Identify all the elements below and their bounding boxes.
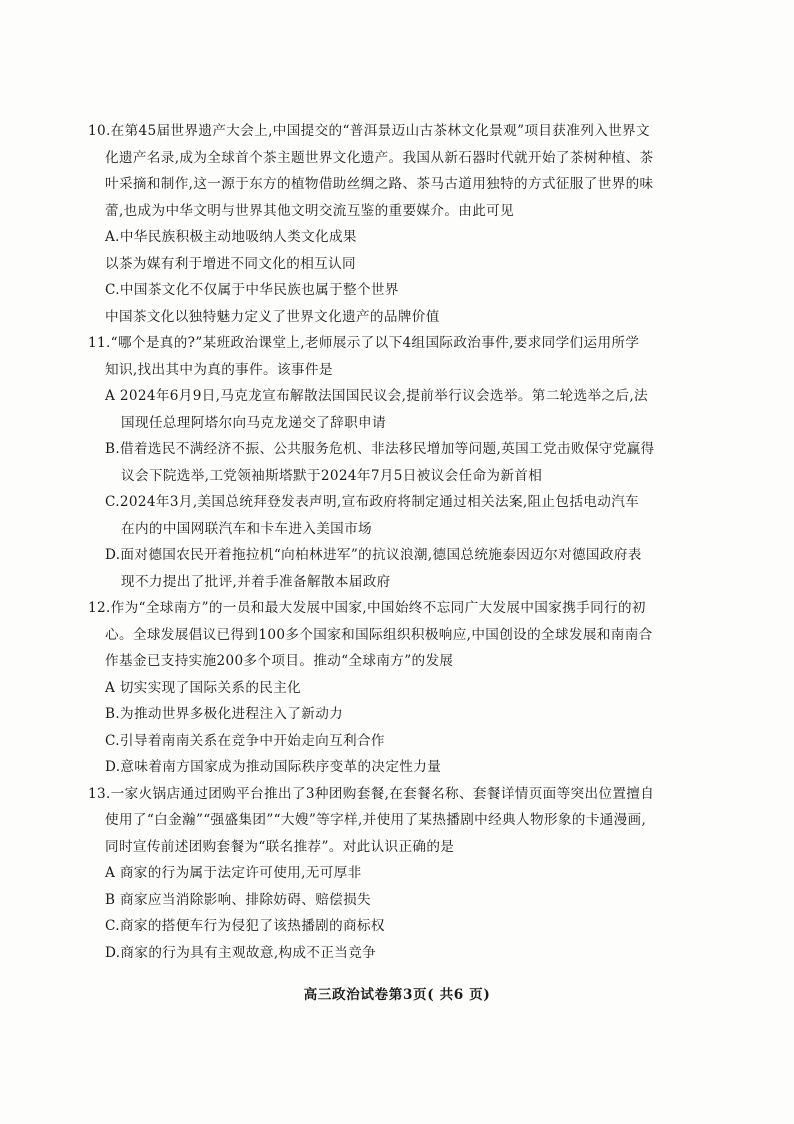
option-line: A 商家的行为属于法定许可使用,无可厚非 xyxy=(105,865,362,881)
option-line: A.中华民族积极主动地吸纳人类文化成果 xyxy=(105,229,357,245)
option-line: 国现任总理阿塔尔向马克龙递交了辞职申请 xyxy=(121,414,386,431)
option-line: D.意味着南方国家成为推动国际秩序变革的决定性力量 xyxy=(105,759,442,775)
page-footer: 高三政治试卷第3页( 共6 页) xyxy=(303,987,491,1003)
option-line: 中国茶文化以独特魅力定义了世界文化遗产的品牌价值 xyxy=(105,308,440,325)
option-line: C.中国茶文化不仅属于中华民族也属于整个世界 xyxy=(105,282,399,298)
question-stem-line: 知识,找出其中为真的事件。该事件是 xyxy=(105,361,333,378)
option-line: 现不力提出了批评,并着手准备解散本届政府 xyxy=(121,573,391,590)
option-line: C.商家的搭便车行为侵犯了该热播剧的商标权 xyxy=(105,918,385,934)
question-stem-line: 使用了“白金瀚”“强盛集团”“大嫂”等字样,并使用了某热播剧中经典人物形象的卡通漫画, xyxy=(105,812,647,828)
option-line: A 2024年6月9日,马克龙宣布解散法国国民议会,提前举行议会选举。第二轮选举之后,法 xyxy=(105,388,648,404)
option-line: A 切实实现了国际关系的民主化 xyxy=(105,679,302,696)
question-stem-line: 心。全球发展倡议已得到100多个国家和国际组织积极响应,中国创设的全球发展和南南合 xyxy=(105,626,653,643)
option-line: C.引导着南南关系在竞争中开始走向互利合作 xyxy=(105,732,385,749)
option-line: C.2024年3月,美国总统拜登发表声明,宣布政府将制定通过相关法案,阻止包括电动汽车 xyxy=(105,494,640,510)
question-list xyxy=(88,118,728,966)
question-stem-line: 11.“哪个是真的?”某班政治课堂上,老师展示了以下4组国际政治事件,要求同学们运用所学 xyxy=(88,335,640,351)
option-line: B 商家应当消除影响、排除妨碍、赔偿损失 xyxy=(105,891,371,908)
question-stem-line: 叶采摘和制作,这一源于东方的植物借助丝绸之路、茶马古道用独特的方式征服了世界的味 xyxy=(105,176,654,192)
question-11 xyxy=(88,330,728,595)
question-stem-line: 13.一家火锅店通过团购平台推出了3种团购套餐,在套餐名称、套餐详情页面等突出位置擅自 xyxy=(88,785,655,802)
question-stem-line: 作基金已支持实施200多个项目。推动“全球南方”的发展 xyxy=(105,653,454,669)
option-line: B.为推动世界多极化进程注入了新动力 xyxy=(105,706,344,722)
question-stem-line: 同时宣传前述团购套餐为“联名推荐”。对此认识正确的是 xyxy=(105,838,455,855)
option-line: B.借着选民不满经济不振、公共服务危机、非法移民增加等问题,英国工党击败保守党赢得 xyxy=(105,441,655,457)
question-stem-line: 10.在第45届世界遗产大会上,中国提交的“普洱景迈山古茶林文化景观”项目获准列入世界文 xyxy=(88,123,650,139)
question-stem-line: 蕾,也成为中华文明与世界其他文明交流互鉴的重要媒介。由此可见 xyxy=(105,202,515,219)
option-line: 在内的中国网联汽车和卡车进入美国市场 xyxy=(121,520,372,537)
question-10 xyxy=(88,118,728,330)
question-13 xyxy=(88,781,728,967)
option-line: D.商家的行为具有主观故意,构成不正当竞争 xyxy=(105,944,377,961)
option-line: 议会下院选举,工党领袖斯塔默于2024年7月5日被议会任命为新首相 xyxy=(121,467,543,484)
option-line: 以茶为媒有利于增进不同文化的相互认同 xyxy=(105,255,356,272)
option-line: D.面对德国农民开着拖拉机“向柏林进军”的抗议浪潮,德国总统施泰因迈尔对德国政府表 xyxy=(105,547,642,563)
question-12 xyxy=(88,595,728,781)
question-stem-line: 12.作为“全球南方”的一员和最大发展中国家,中国始终不忘同广大发展中国家携手同行的初 xyxy=(88,600,646,616)
question-stem-line: 化遗产名录,成为全球首个茶主题世界文化遗产。我国从新石器时代就开始了茶树种植、茶 xyxy=(105,149,654,166)
